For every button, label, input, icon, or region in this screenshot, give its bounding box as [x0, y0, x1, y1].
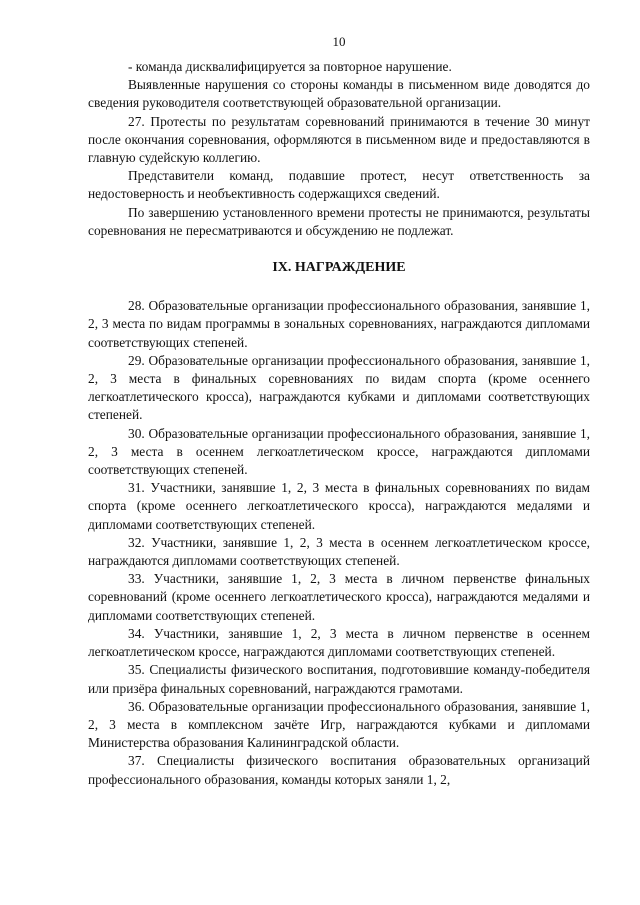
paragraph: 33. Участники, занявшие 1, 2, 3 места в личном первенстве финальных соревнований (кроме осеннего легкоатлетического кросса), награждаются медалями и дипломами соответствующих степеней. [88, 571, 590, 623]
paragraph: 34. Участники, занявшие 1, 2, 3 места в личном первенстве в осеннем легкоатлетическом кроссе, награждаются дипломами соответствующих степеней. [88, 625, 590, 660]
paragraph: 36. Образовательные организации профессионального образования, занявшие 1, 2, 3 места в комплексном зачёте Игр, награждаются кубками и дипломами Министерства образования Калининградской области. [88, 698, 590, 751]
paragraph: 32. Участники, занявшие 1, 2, 3 места в осеннем легкоатлетическом кроссе, награждаются дипломами соответствующих степеней. [88, 534, 590, 569]
paragraph: По завершению установленного времени протесты не принимаются, результаты соревнования не пересматриваются и обсуждению не подлежат. [88, 204, 590, 238]
paragraph: 31. Участники, занявшие 1, 2, 3 места в финальных соревнованиях по видам спорта (кроме осеннего легкоатлетического кросса), награждаются медалями и дипломами соответствующих степеней. [88, 480, 590, 532]
paragraph: Выявленные нарушения со стороны команды в письменном виде доводятся до сведения руководителя соответствующей образовательной организации. [88, 77, 590, 111]
paragraph: 28. Образовательные организации профессионального образования, занявшие 1, 2, 3 места по видам программы в зональных соревнованиях, награждаются дипломами соответствующих степеней. [88, 298, 590, 350]
paragraph: 37. Специалисты физического воспитания образовательных организаций профессионального образования, команды которых заняли 1, 2, [88, 753, 590, 787]
paragraph: - команда дисквалифицируется за повторное нарушение. [128, 59, 452, 74]
paragraph: Представители команд, подавшие протест, несут ответственность за недостоверность и необъективность содержащихся сведений. [88, 168, 590, 202]
paragraph: 27. Протесты по результатам соревнований принимаются в течение 30 минут после окончания соревнования, оформляются в письменном виде и предоставляются в главную судейскую коллегию. [88, 113, 590, 166]
document-body [88, 58, 590, 789]
paragraph: 35. Специалисты физического воспитания, подготовившие команду-победителя или призёра финальных соревнований, награждаются грамотами. [88, 662, 590, 696]
paragraph: 30. Образовательные организации профессионального образования, занявшие 1, 2, 3 места в осеннем легкоатлетическом кроссе, награждаются дипломами соответствующих степеней. [88, 425, 590, 478]
page-number: 10 [332, 34, 346, 49]
section-title: IX. НАГРАЖДЕНИЕ [272, 260, 406, 276]
paragraph: 29. Образовательные организации профессионального образования, занявшие 1, 2, 3 места в финальных соревнованиях по видам спорта (кроме осеннего легкоатлетического кросса), награждаются кубками и дипломами соответствующих степеней. [88, 352, 590, 423]
